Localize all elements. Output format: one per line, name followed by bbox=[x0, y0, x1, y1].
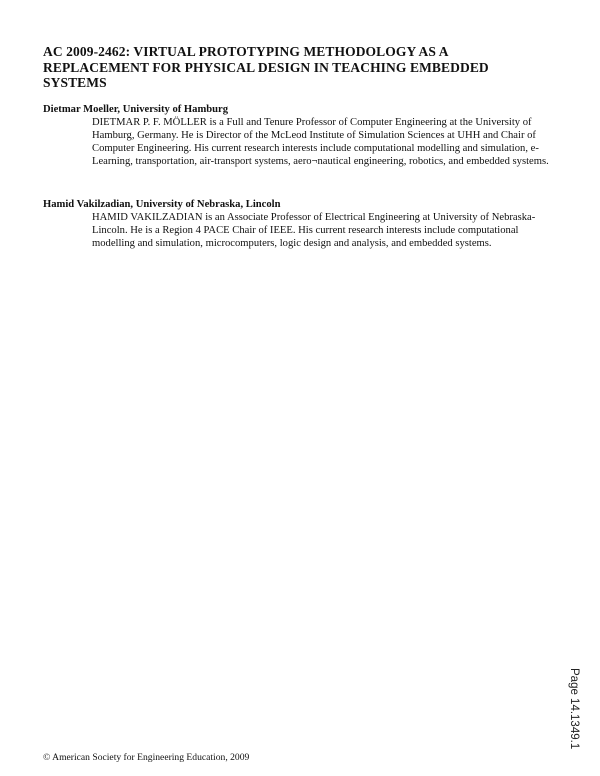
author-block-moeller bbox=[43, 103, 563, 168]
author-name: Hamid Vakilzadian, University of Nebraska, Lincoln bbox=[43, 199, 281, 210]
author-bio: DIETMAR P. F. MÖLLER is a Full and Tenure Professor of Computer Engineering at the University of Hamburg, Germany. He is Director of the McLeod Institute of Simulation Sciences at UHH and Chair of Computer Engineering. His current research interests include computational modelling and simulation, e-Learning, transportation, air-transport systems, aero¬nautical engineering, robotics, and embedded systems. bbox=[92, 117, 549, 167]
copyright-notice: © American Society for Engineering Education, 2009 bbox=[43, 752, 250, 763]
paper-title: AC 2009-2462: VIRTUAL PROTOTYPING METHODOLOGY AS A REPLACEMENT FOR PHYSICAL DESIGN IN TEACHING EMBEDDED SYSTEMS bbox=[43, 44, 489, 90]
author-block-vakilzadian bbox=[43, 198, 563, 250]
author-name: Dietmar Moeller, University of Hamburg bbox=[43, 104, 229, 115]
author-bio: HAMID VAKILZADIAN is an Associate Professor of Electrical Engineering at University of Nebraska-Lincoln. He is a Region 4 PACE Chair of IEEE. His current research interests include computational modelling and simulation, microcomputers, logic design and analysis, and embedded systems. bbox=[92, 212, 536, 249]
page-number: Page 14.1349.1 bbox=[568, 668, 580, 750]
